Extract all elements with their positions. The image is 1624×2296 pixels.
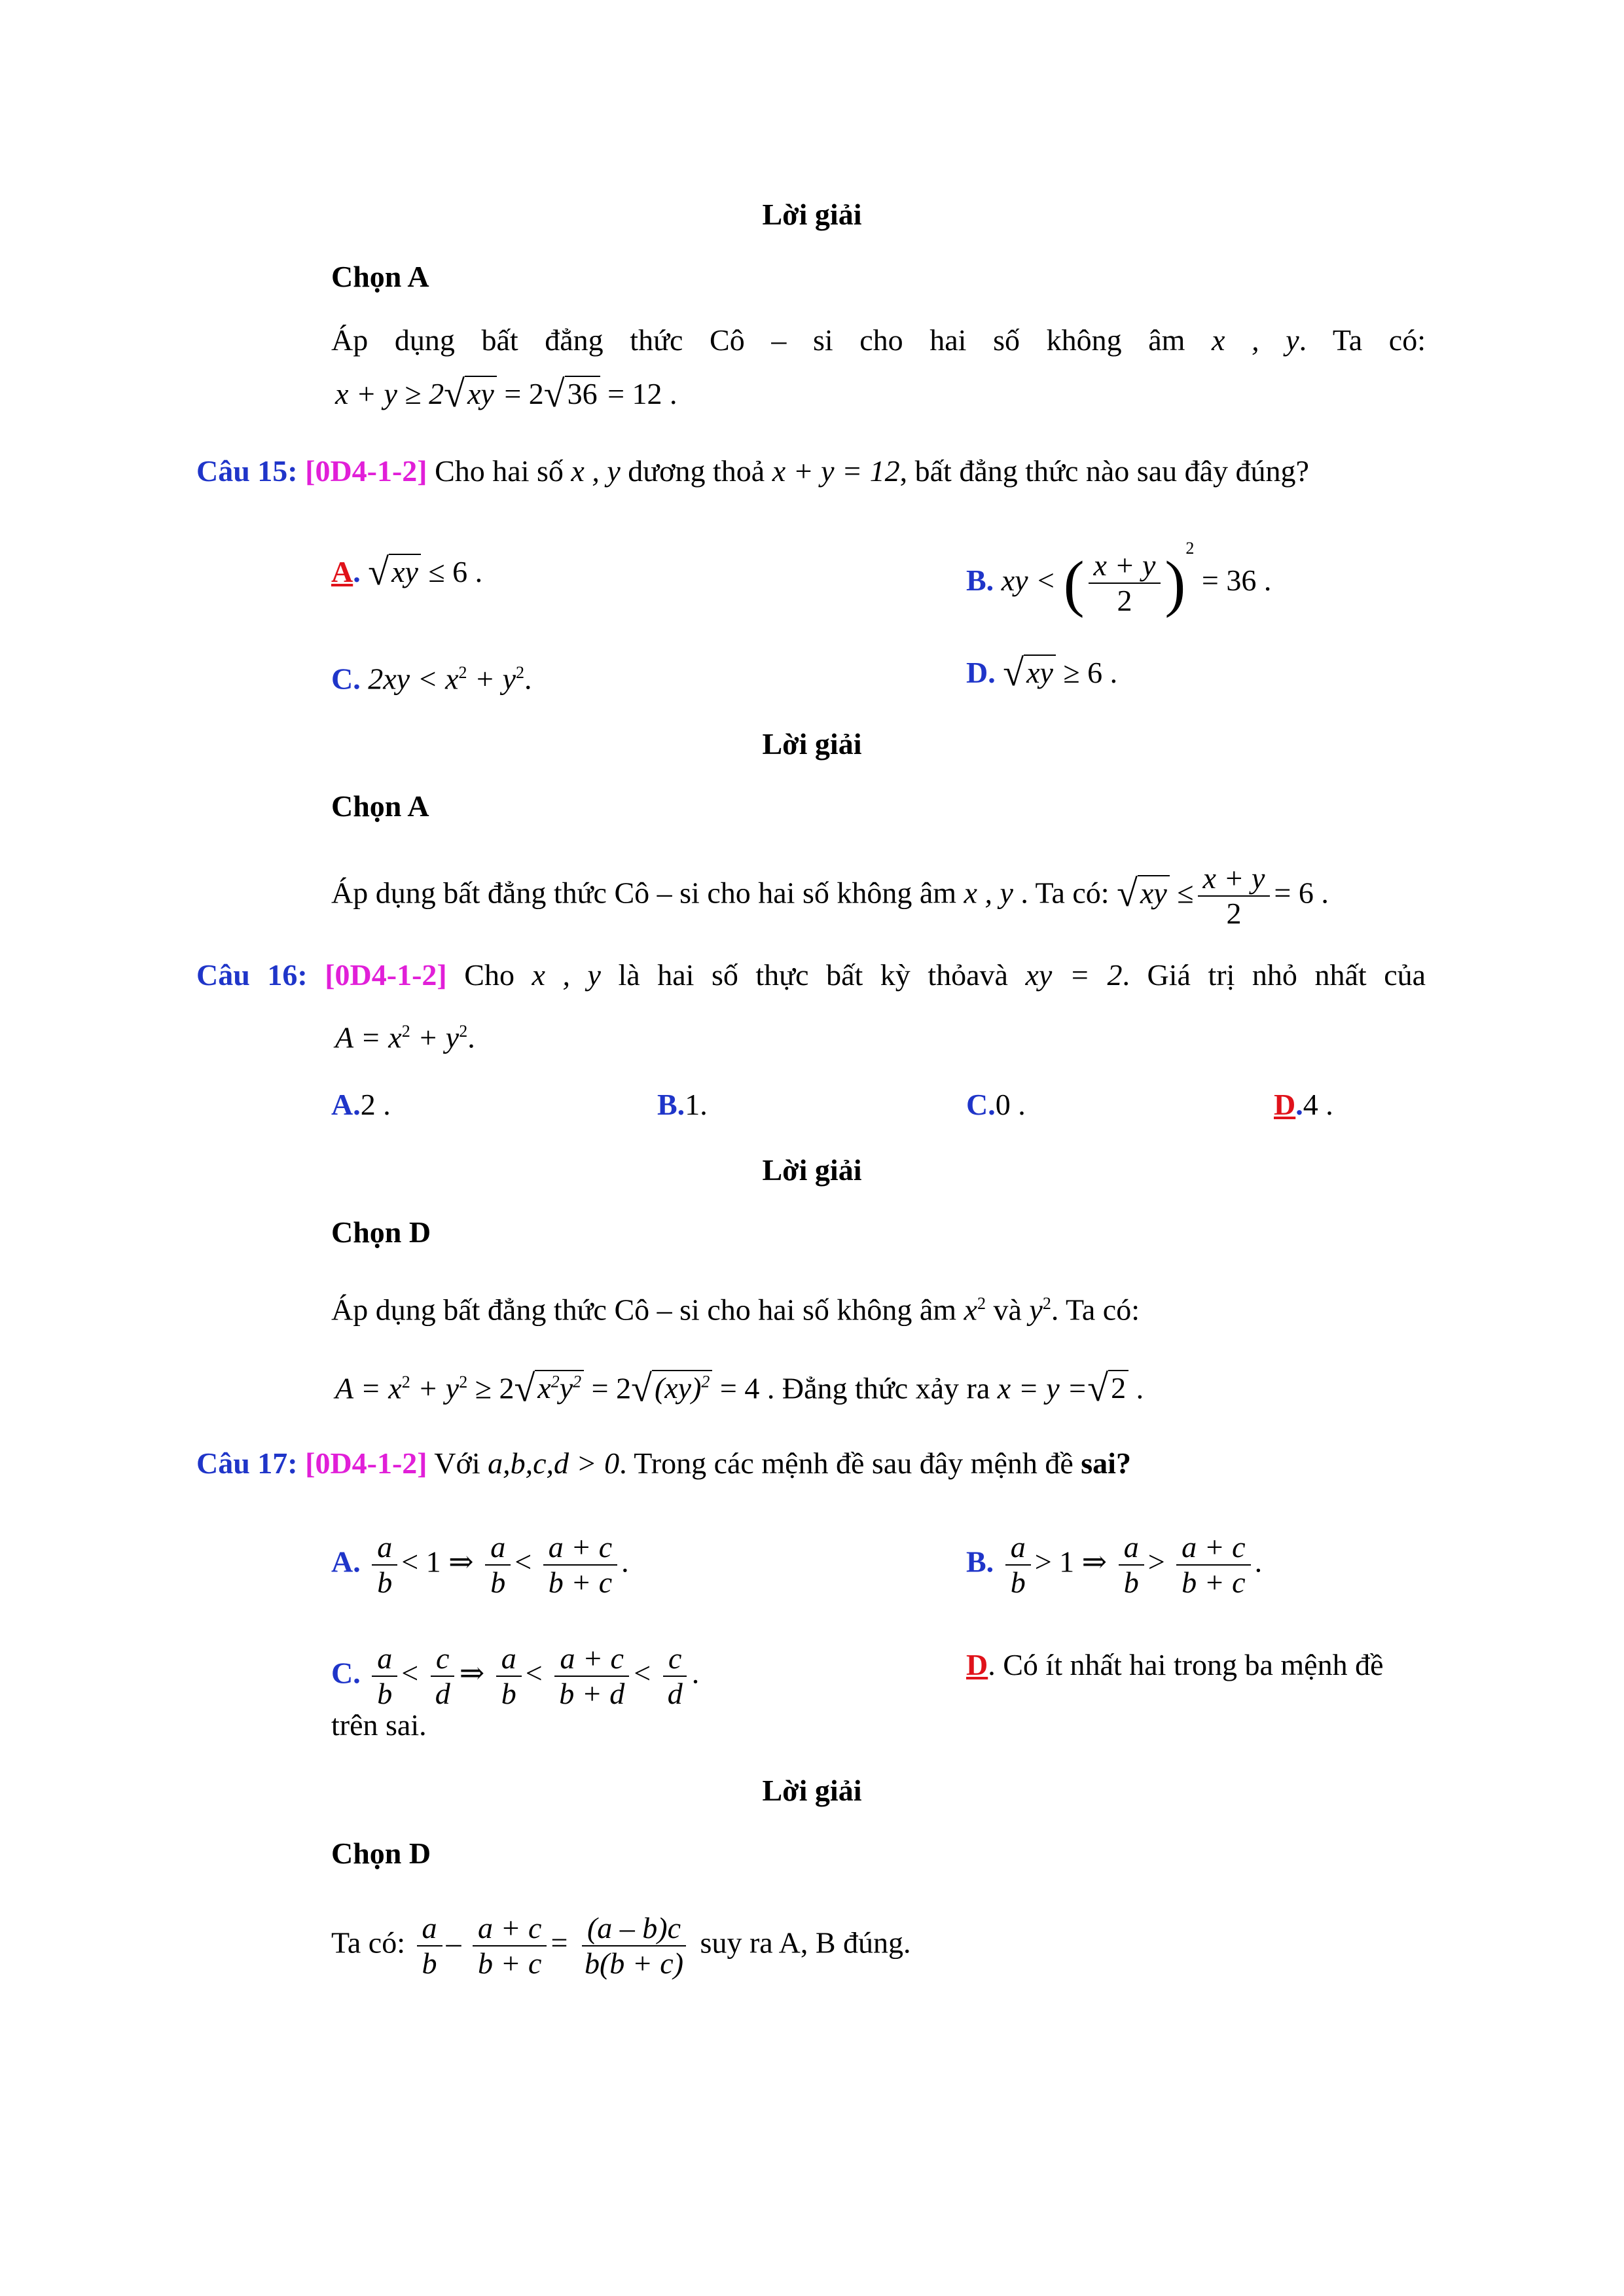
q15-answer-choice: Chọn A [331,789,429,823]
question-16-expr: $A = x^2 + y^2$. [335,1020,475,1054]
q16-answer-choice: Chọn D [331,1215,431,1249]
q16-solution-text: Áp dụng bất đẳng thức Cô – si cho hai số không âm $x^2$ và $y^2$. Ta có: [331,1293,1140,1327]
q17-answer-choice: Chọn D [331,1837,431,1870]
q17-solution-text: Ta có: $\frac{a}{b}$ – $\frac{a + c}{b + c}$ = $\frac{(a - b)c}{b(b + c)}$ suy ra A, B đúng. [331,1911,911,1980]
solution-text: Áp dụng bất đẳng thức Cô – si cho hai số không âm x , y. Ta có: [331,323,1426,357]
q17-solution-title: Lời giải [762,1774,862,1807]
q15-option-d[interactable]: D. √xy ≥ 6 . [966,651,1118,694]
q17-option-d[interactable]: D. Có ít nhất hai trong ba mệnh đề [966,1648,1384,1681]
question-16: Câu 16: [0D4-1-2] Cho x , y là hai số thực bất kỳ thỏavà xy = 2. Giá trị nhỏ nhất của [196,958,1426,992]
solution-formula: x + y ≥ 2√xy = 2√36 = 12 . [335,372,677,415]
q16-option-c[interactable]: C.0 . [966,1088,1026,1121]
q15-solution-title: Lời giải [762,727,862,761]
q16-option-d[interactable]: D.4 . [1274,1088,1333,1121]
q16-solution-title: Lời giải [762,1153,862,1187]
q17-option-a[interactable]: A. $\frac{a}{b}$ < 1 ⇒ $\frac{a}{b}$ < $\frac{a + c}{b + c}$ . [331,1530,629,1599]
q17-option-d-continued: trên sai. [331,1708,427,1742]
answer-choice: Chọn A [331,260,429,293]
q15-option-c[interactable]: C. $2xy < x^2 + y^2$. [331,662,532,696]
q15-option-b[interactable]: B. xy < ( $\frac{x + y}{2}$ )$^2$ = 36 . [966,539,1272,619]
q16-option-a[interactable]: A.2 . [331,1088,391,1121]
q17-option-c[interactable]: C. $\frac{a}{b}$ < $\frac{c}{d}$ ⇒ $\frac{a}{b}$ < $\frac{a + c}{b + d}$ < $\frac{c}{d}$ . [331,1641,700,1710]
solution-title: Lời giải [762,198,862,231]
q15-solution-text: Áp dụng bất đẳng thức Cô – si cho hai số không âm x , y . Ta có: √xy ≤ $\frac{x + y}{2}$ = 6 . [331,861,1329,930]
q16-option-b[interactable]: B.1. [657,1088,708,1121]
q17-option-b[interactable]: B. $\frac{a}{b}$ > 1 ⇒ $\frac{a}{b}$ > $\frac{a + c}{b + c}$ . [966,1530,1263,1599]
q15-option-a[interactable]: A. √xy ≤ 6 . [331,550,483,593]
question-17: Câu 17: [0D4-1-2] Với a,b,c,d > 0. Trong các mệnh đề sau đây mệnh đề sai? [196,1446,1131,1480]
question-15: Câu 15: [0D4-1-2] Cho hai số x , y dương thoả x + y = 12, bất đẳng thức nào sau đây đúng? [196,454,1309,488]
q16-solution-equation: $A = x^2 + y^2 \ge 2√x^2y^2 = 2√(xy)^2 = 4$ . Đẳng thức xảy ra x = y =√2 . [335,1367,1144,1410]
